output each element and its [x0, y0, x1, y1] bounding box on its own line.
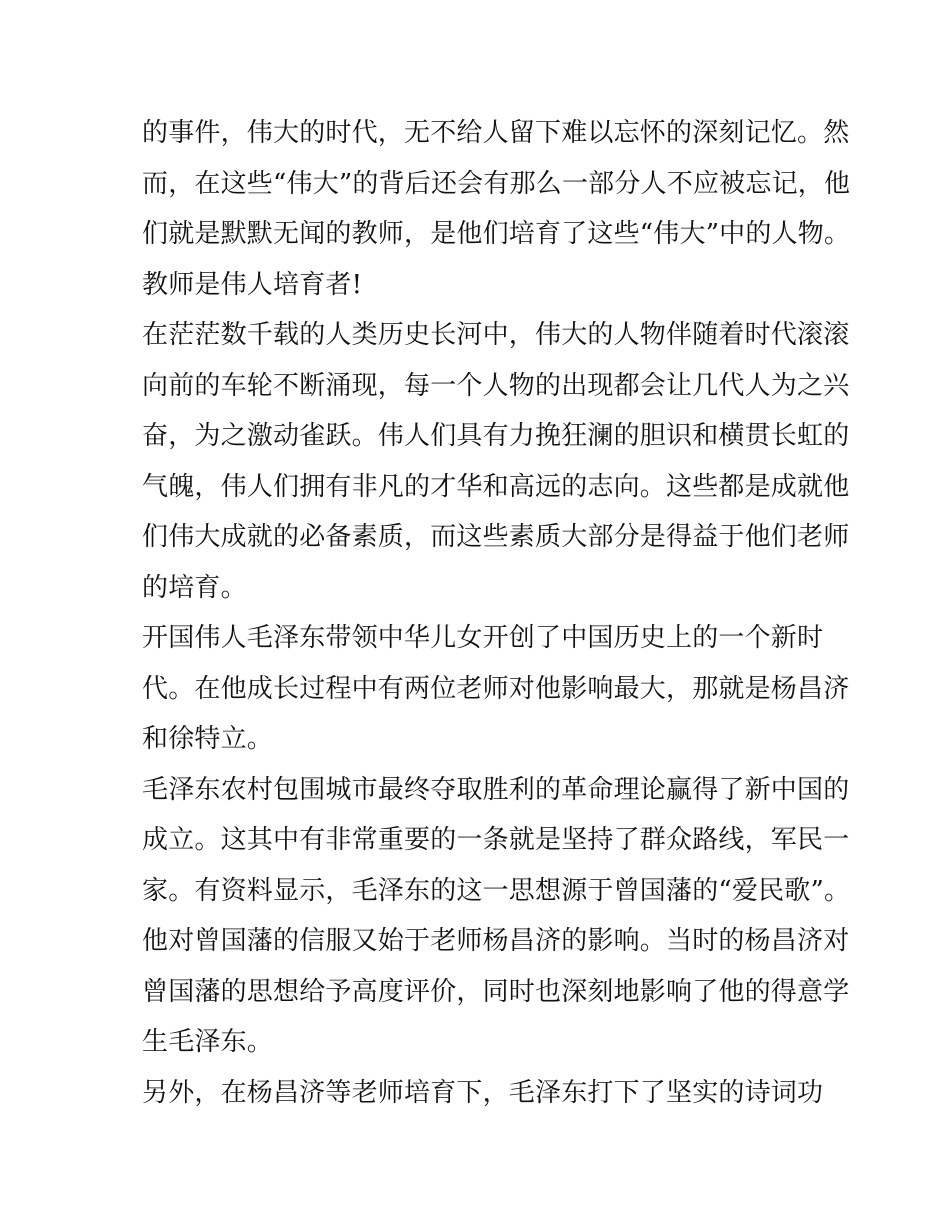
text-line: 另外，在杨昌济等老师培育下，毛泽东打下了坚实的诗词功	[142, 1077, 824, 1108]
text-line: 奋，为之激动雀跃。伟人们具有力挽狂澜的胆识和横贯长虹的	[142, 421, 850, 451]
text-line: 开国伟人毛泽东带领中华儿女开创了中国历史上的一个新时	[142, 623, 824, 653]
text-line: 教师是伟人培育者!	[142, 269, 363, 300]
text-line: 他对曾国藩的信服又始于老师杨昌济的影响。当时的杨昌济对	[142, 926, 850, 956]
text-line: 毛泽东农村包围城市最终夺取胜利的革命理论赢得了新中国的	[142, 774, 850, 805]
text-line: 向前的车轮不断涌现，每一个人物的出现都会让几代人为之兴	[142, 370, 850, 401]
text-line: 们就是默默无闻的教师，是他们培育了这些“伟大”中的人物。	[142, 219, 851, 249]
text-line: 气魄，伟人们拥有非凡的才华和高远的志向。这些都是成就他	[142, 471, 850, 502]
text-line: 在茫茫数千载的人类历史长河中，伟大的人物伴随着时代滚滚	[142, 320, 850, 350]
text-line: 而，在这些“伟大”的背后还会有那么一部分人不应被忘记，他	[142, 168, 851, 199]
text-line: 代。在他成长过程中有两位老师对他影响最大，那就是杨昌济	[142, 673, 850, 704]
text-line: 生毛泽东。	[142, 1027, 274, 1057]
text-line: 们伟大成就的必备素质，而这些素质大部分是得益于他们老师	[142, 522, 850, 552]
text-line: 家。有资料显示，毛泽东的这一思想源于曾国藩的“爱民歌”。	[142, 875, 851, 906]
text-line: 成立。这其中有非常重要的一条就是坚持了群众路线，军民一	[142, 825, 850, 855]
text-line: 的培育。	[142, 572, 247, 603]
document-body	[142, 108, 851, 1118]
text-line: 曾国藩的思想给予高度评价，同时也深刻地影响了他的得意学	[142, 976, 850, 1007]
text-line: 的事件，伟大的时代，无不给人留下难以忘怀的深刻记忆。然	[142, 118, 850, 148]
text-line: 和徐特立。	[142, 724, 274, 754]
